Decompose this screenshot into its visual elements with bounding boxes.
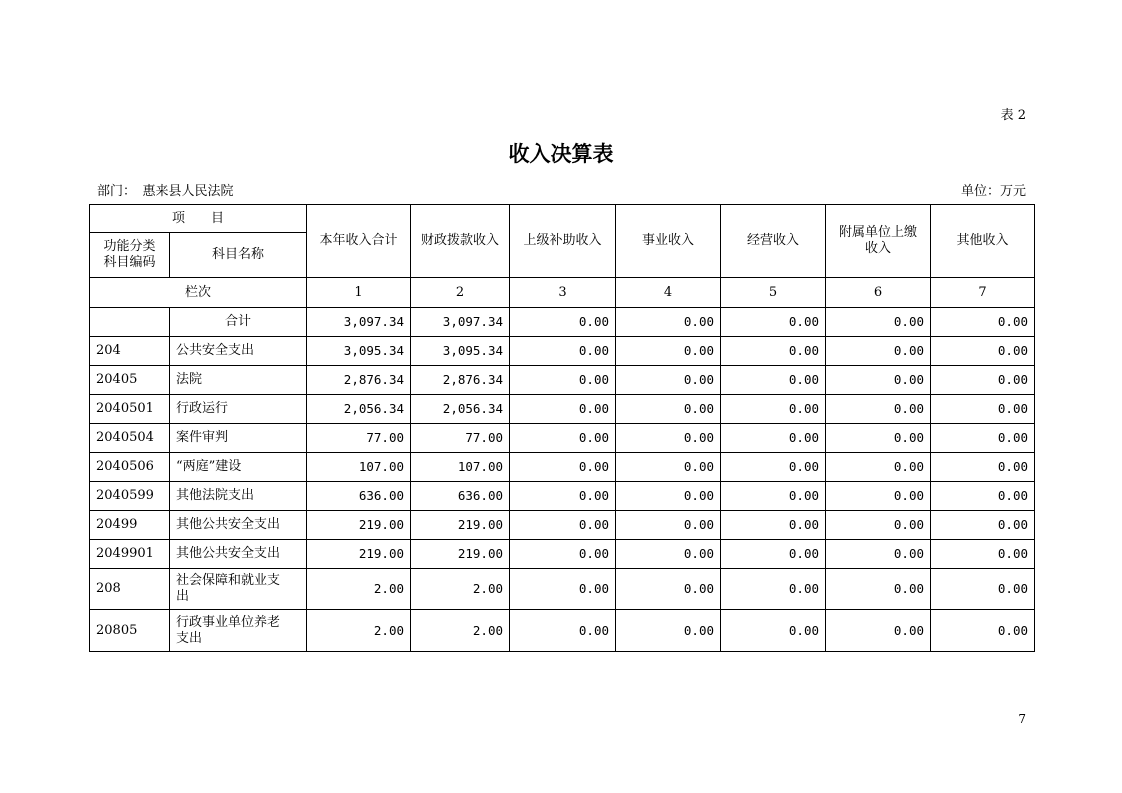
row-value: 2.00: [411, 610, 510, 652]
table-row: [90, 511, 1035, 540]
total-value: 0.00: [826, 308, 931, 337]
header-col-7: 其他收入: [931, 205, 1035, 278]
total-value: 3,097.34: [411, 308, 510, 337]
row-value: 0.00: [826, 366, 931, 395]
row-value: 0.00: [616, 424, 721, 453]
table-row: [90, 610, 1035, 652]
row-value: 0.00: [721, 424, 826, 453]
row-value: 0.00: [931, 395, 1035, 424]
row-code: 2040504: [90, 424, 170, 453]
header-code: 功能分类 科目编码: [90, 233, 170, 278]
row-value: 0.00: [826, 482, 931, 511]
revenue-table: [89, 204, 1035, 652]
row-value: 0.00: [826, 424, 931, 453]
row-name: 案件审判: [170, 424, 307, 453]
row-value: 0.00: [510, 366, 616, 395]
row-value: 0.00: [931, 453, 1035, 482]
row-value: 0.00: [931, 424, 1035, 453]
table-row: [90, 482, 1035, 511]
serial-7: 7: [931, 278, 1035, 308]
row-name: 公共安全支出: [170, 337, 307, 366]
row-code: 20405: [90, 366, 170, 395]
total-row: [90, 308, 1035, 337]
row-value: 219.00: [411, 540, 510, 569]
total-value: 0.00: [931, 308, 1035, 337]
row-value: 3,095.34: [411, 337, 510, 366]
row-value: 0.00: [721, 569, 826, 610]
row-code: 2040599: [90, 482, 170, 511]
row-value: 0.00: [616, 453, 721, 482]
row-value: 0.00: [826, 610, 931, 652]
serial-1: 1: [307, 278, 411, 308]
row-name: 其他公共安全支出: [170, 540, 307, 569]
row-value: 219.00: [411, 511, 510, 540]
table-row: [90, 337, 1035, 366]
row-value: 0.00: [616, 511, 721, 540]
serial-label: 栏次: [90, 278, 307, 308]
unit-label: 单位：万元: [960, 184, 1026, 199]
row-value: 636.00: [411, 482, 510, 511]
row-value: 2.00: [307, 610, 411, 652]
table-row: [90, 424, 1035, 453]
table-row: [90, 569, 1035, 610]
table-number: 表 2: [1000, 108, 1026, 123]
row-value: 0.00: [616, 540, 721, 569]
serial-2: 2: [411, 278, 510, 308]
row-value: 77.00: [411, 424, 510, 453]
row-value: 0.00: [931, 366, 1035, 395]
row-name: 行政事业单位养老 支出: [170, 610, 307, 652]
row-value: 0.00: [721, 511, 826, 540]
row-value: 0.00: [510, 540, 616, 569]
row-value: 2,876.34: [411, 366, 510, 395]
row-value: 0.00: [616, 337, 721, 366]
row-code: 20805: [90, 610, 170, 652]
row-value: 2,056.34: [411, 395, 510, 424]
row-value: 77.00: [307, 424, 411, 453]
row-value: 0.00: [510, 511, 616, 540]
header-col-1: 本年收入合计: [307, 205, 411, 278]
row-value: 0.00: [616, 569, 721, 610]
row-value: 0.00: [931, 337, 1035, 366]
row-value: 107.00: [307, 453, 411, 482]
row-value: 0.00: [510, 482, 616, 511]
row-value: 0.00: [931, 569, 1035, 610]
row-value: 0.00: [510, 610, 616, 652]
serial-4: 4: [616, 278, 721, 308]
row-value: 636.00: [307, 482, 411, 511]
header-col-4: 事业收入: [616, 205, 721, 278]
row-name: 其他法院支出: [170, 482, 307, 511]
table-row: [90, 540, 1035, 569]
row-code: 208: [90, 569, 170, 610]
row-value: 0.00: [721, 395, 826, 424]
table-row: [90, 453, 1035, 482]
row-name: “两庭”建设: [170, 453, 307, 482]
row-value: 0.00: [616, 482, 721, 511]
header-item: 项 目: [90, 205, 307, 233]
row-value: 0.00: [826, 395, 931, 424]
row-value: 0.00: [721, 540, 826, 569]
row-value: 0.00: [826, 453, 931, 482]
row-code: 204: [90, 337, 170, 366]
row-name: 其他公共安全支出: [170, 511, 307, 540]
header-col-3: 上级补助收入: [510, 205, 616, 278]
table-row: [90, 395, 1035, 424]
page-number: 7: [1018, 712, 1026, 726]
row-name: 法院: [170, 366, 307, 395]
row-value: 2,056.34: [307, 395, 411, 424]
row-value: 0.00: [931, 511, 1035, 540]
row-value: 0.00: [616, 610, 721, 652]
row-value: 0.00: [510, 424, 616, 453]
total-label: 合计: [170, 308, 307, 337]
row-code: 2040506: [90, 453, 170, 482]
row-value: 0.00: [721, 337, 826, 366]
row-value: 0.00: [510, 569, 616, 610]
row-value: 3,095.34: [307, 337, 411, 366]
serial-6: 6: [826, 278, 931, 308]
header-col-6: 附属单位上缴 收入: [826, 205, 931, 278]
row-value: 0.00: [721, 453, 826, 482]
row-value: 0.00: [616, 366, 721, 395]
row-value: 0.00: [931, 610, 1035, 652]
row-value: 0.00: [721, 610, 826, 652]
row-value: 0.00: [826, 337, 931, 366]
row-code: 20499: [90, 511, 170, 540]
total-code: [90, 308, 170, 337]
row-value: 0.00: [510, 337, 616, 366]
row-value: 0.00: [826, 511, 931, 540]
row-code: 2040501: [90, 395, 170, 424]
header-name: 科目名称: [170, 233, 307, 278]
row-value: 2.00: [307, 569, 411, 610]
row-value: 0.00: [721, 482, 826, 511]
row-value: 0.00: [826, 540, 931, 569]
header-col-5: 经营收入: [721, 205, 826, 278]
total-value: 0.00: [721, 308, 826, 337]
row-value: 0.00: [721, 366, 826, 395]
row-value: 0.00: [616, 395, 721, 424]
row-code: 2049901: [90, 540, 170, 569]
row-value: 2.00: [411, 569, 510, 610]
row-name: 社会保障和就业支 出: [170, 569, 307, 610]
page-title: 收入决算表: [508, 142, 614, 166]
row-value: 0.00: [510, 395, 616, 424]
department-label: 部门： 惠来县人民法院: [97, 184, 234, 199]
total-value: 3,097.34: [307, 308, 411, 337]
serial-3: 3: [510, 278, 616, 308]
row-value: 219.00: [307, 540, 411, 569]
table-row: [90, 366, 1035, 395]
row-value: 2,876.34: [307, 366, 411, 395]
row-value: 0.00: [931, 482, 1035, 511]
row-value: 219.00: [307, 511, 411, 540]
row-value: 107.00: [411, 453, 510, 482]
total-value: 0.00: [616, 308, 721, 337]
row-value: 0.00: [826, 569, 931, 610]
serial-5: 5: [721, 278, 826, 308]
row-name: 行政运行: [170, 395, 307, 424]
total-value: 0.00: [510, 308, 616, 337]
row-value: 0.00: [510, 453, 616, 482]
header-col-2: 财政拨款收入: [411, 205, 510, 278]
row-value: 0.00: [931, 540, 1035, 569]
